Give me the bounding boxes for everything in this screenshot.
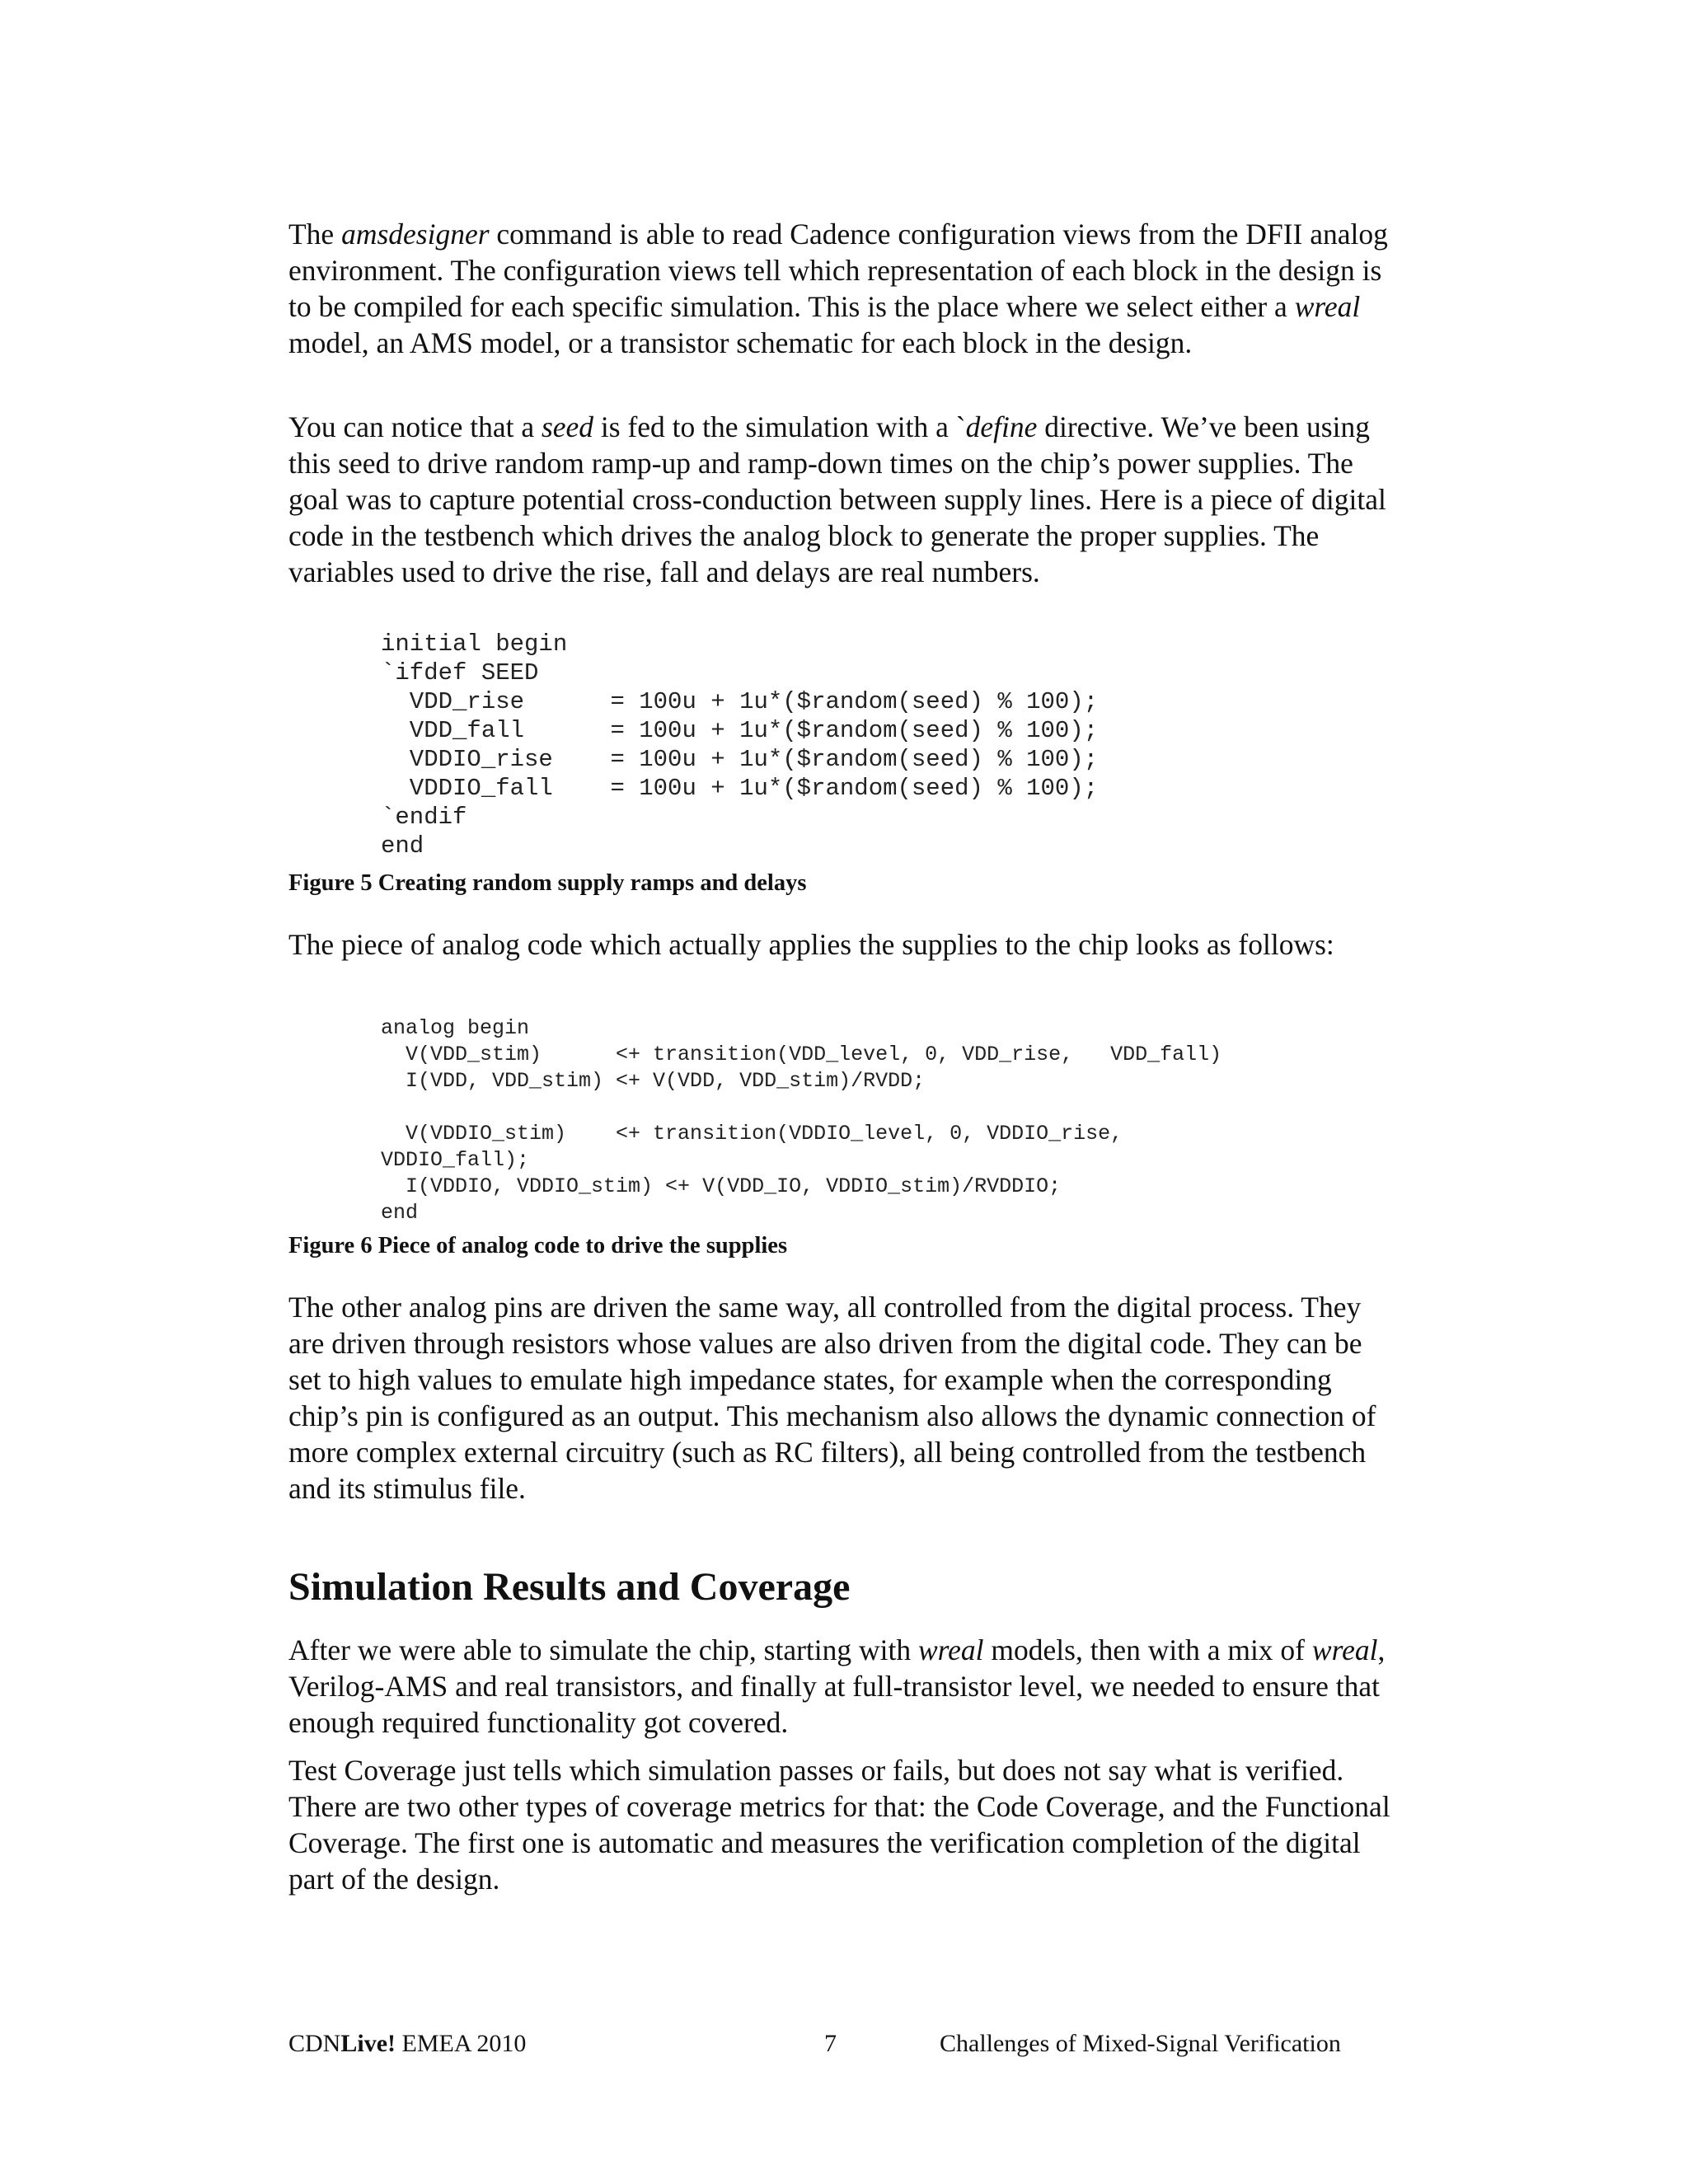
italic-term: define (965, 410, 1038, 443)
brand-bold: Live! (340, 2030, 396, 2057)
text: You can notice that a (288, 410, 542, 443)
figure-6-caption: Figure 6 Piece of analog code to drive the supplies (288, 1233, 788, 1258)
footer-page-number: 7 (824, 2030, 837, 2057)
italic-term: wreal (1311, 1633, 1378, 1666)
italic-term: wreal (918, 1633, 984, 1666)
text: After we were able to simulate the chip, starting with (288, 1633, 918, 1666)
italic-term: seed (541, 410, 594, 443)
text: The (288, 218, 342, 251)
section-heading: Simulation Results and Coverage (288, 1565, 851, 1609)
paragraph-seed (288, 409, 1393, 590)
italic-term: wreal (1294, 290, 1361, 323)
paragraph-simulation-results (288, 1632, 1393, 1741)
paragraph-analog-code-intro: The piece of analog code which actually applies the supplies to the chip looks as follows: (288, 928, 1334, 961)
text: CDN (288, 2030, 341, 2057)
text: command is able to read Cadence configuration views from the DFII analog environment. The configuration views tell which representation of each block in the design is to be compiled for each specific simulation. This is the place where we select either a (288, 218, 1388, 323)
paragraph-amsdesigner (288, 216, 1393, 361)
code-block-figure6: analog begin V(VDD_stim) <+ transition(VDD_level, 0, VDD_rise, VDD_fall) I(VDD, VDD_stim) <+ V(VDD, VDD_stim)/RVDD; V(VDDIO_stim) <+ transition(VDDIO_level, 0, VDDIO_rise, VDDIO_fall); I(VDDIO, VDDIO_stim) <+ V(VDD_IO, VDDIO_stim)/RVDDIO; end (381, 1016, 1222, 1225)
figure-5-caption: Figure 5 Creating random supply ramps and delays (288, 870, 807, 896)
italic-term: amsdesigner (341, 218, 490, 251)
text: model, an AMS model, or a transistor schematic for each block in the design. (288, 326, 1193, 359)
text: EMEA 2010 (396, 2030, 527, 2057)
paragraph-analog-pins: The other analog pins are driven the same way, all controlled from the digital process. They are driven through resistors whose values are also driven from the digital code. They can be set to high values to emulate high impedance states, for example when the corresponding chip’s pin is configured as an output. This mechanism also allows the dynamic connection of more complex external circuitry (such as RC filters), all being controlled from the testbench and its stimulus file. (288, 1291, 1376, 1505)
footer-paper-title: Challenges of Mixed-Signal Verification (940, 2030, 1341, 2057)
code-block-figure5: initial begin `ifdef SEED VDD_rise = 100u + 1u*($random(seed) % 100); VDD_fall = 100u + 1u*($random(seed) % 100); VDDIO_rise = 100u + 1u*($random(seed) % 100); VDDIO_fall = 100u + 1u*($random(seed) % 100); `endif end (381, 630, 1099, 860)
paragraph-test-coverage: Test Coverage just tells which simulation passes or fails, but does not say what is verified. There are two other types of coverage metrics for that: the Code Coverage, and the Functional Coverage. The first one is automatic and measures the verification completion of the digital part of the design. (288, 1754, 1390, 1896)
footer-conference (288, 2027, 526, 2060)
text: , Verilog-AMS and real transistors, and finally at full-transistor level, we needed to ensure that enough required functionality got covered. (288, 1633, 1386, 1739)
text: directive. We’ve been using this seed to drive random ramp-up and ramp-down times on the chip’s power supplies. The goal was to capture potential cross-conduction between supply lines. Here is a piece of digital code in the testbench which drives the analog block to generate the proper supplies. The variables used to drive the rise, fall and delays are real numbers. (288, 410, 1386, 588)
text: models, then with a mix of (983, 1633, 1312, 1666)
text: is fed to the simulation with a ` (593, 410, 966, 443)
